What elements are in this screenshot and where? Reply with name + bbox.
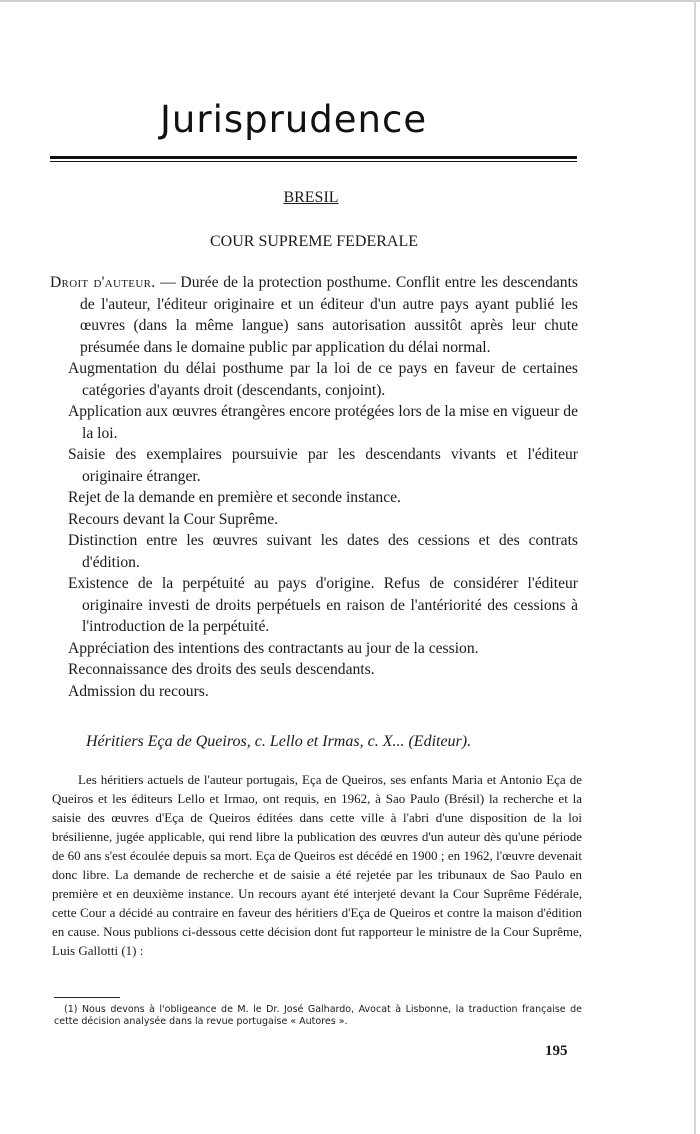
summary-item: Rejet de la demande en première et seconde instance. bbox=[68, 489, 401, 506]
summary-lead-label: Droit d'auteur. bbox=[50, 274, 156, 291]
summary-item: Augmentation du délai posthume par la loi de ce pays en faveur de certaines catégories d'ayants droit (descendants, conjoint). bbox=[68, 360, 578, 399]
section-heading: Jurisprudence bbox=[160, 98, 428, 141]
summary-lead-text: — Durée de la protection posthume. Conflit entre les descendants de l'auteur, l'éditeur originaire et un éditeur d'un autre pays ayant publié les œuvres (dans la même langue) sans autorisation aussitôt après leur chute présumée dans le domaine public par application du délai normal. bbox=[80, 274, 578, 356]
court-heading: COUR SUPREME FEDERALE bbox=[209, 233, 419, 250]
case-summary bbox=[50, 272, 578, 702]
summary-lead-paragraph bbox=[50, 272, 578, 358]
heading-rule-light bbox=[50, 161, 577, 162]
summary-item: Application aux œuvres étrangères encore protégées lors de la mise en vigueur de la loi. bbox=[68, 403, 578, 442]
case-title: Héritiers Eça de Queiros, c. Lello et Irmas, c. X... (Editeur). bbox=[86, 733, 472, 750]
footnote-rule bbox=[54, 997, 120, 998]
page-number: 195 bbox=[545, 1043, 568, 1059]
page-top-edge bbox=[0, 0, 700, 2]
summary-item: Saisie des exemplaires poursuivie par les descendants vivants et l'éditeur originaire étranger. bbox=[68, 446, 578, 485]
summary-item: Distinction entre les œuvres suivant les dates des cessions et des contrats d'édition. bbox=[68, 532, 578, 571]
summary-item: Reconnaissance des droits des seuls descendants. bbox=[68, 661, 375, 678]
heading-rule-heavy bbox=[50, 156, 577, 159]
footnote: (1) Nous devons à l'obligeance de M. le Dr. José Galhardo, Avocat à Lisbonne, la traduction française de cette décision analysée dans la revue portugaise « Autores ». bbox=[54, 1004, 582, 1027]
country-heading: BRESIL bbox=[283, 189, 339, 206]
body-paragraph: Les héritiers actuels de l'auteur portugais, Eça de Queiros, ses enfants Maria et Antonio Eça de Queiros et les éditeurs Lello et Irmao, ont requis, en 1962, à Sao Paulo (Brésil) la recherche et la saisie des œuvres d'Eça de Queiros éditées dans cette ville à l'abri d'une disposition de la loi brésilienne, jugée applicable, qui rend libre la publication des œuvres d'un auteur dès qu'une période de 60 ans s'est écoulée depuis sa mort. Eça de Queiros est décédé en 1900 ; en 1962, l'œuvre devenait donc libre. La demande de recherche et de saisie a été rejetée par les tribunaux de Sao Paulo en première et en deuxième instance. Un recours ayant été interjeté devant la Cour Suprême Fédérale, cette Cour a décidé au contraire en faveur des héritiers d'Eça de Queiros et contre la maison d'édition en cause. Nous publions ci-dessous cette décision dont fut rapporteur le ministre de la Cour Suprême, Luis Gallotti (1) : bbox=[52, 772, 582, 958]
summary-item: Existence de la perpétuité au pays d'origine. Refus de considérer l'éditeur originaire investi de droits perpétuels en raison de l'antériorité des cessions à l'introduction de la perpétuité. bbox=[68, 575, 578, 635]
summary-item: Recours devant la Cour Suprême. bbox=[68, 510, 279, 528]
summary-item: Appréciation des intentions des contractants au jour de la cession. bbox=[68, 639, 479, 657]
summary-item: Admission du recours. bbox=[68, 682, 209, 700]
page-right-edge bbox=[694, 0, 696, 1134]
